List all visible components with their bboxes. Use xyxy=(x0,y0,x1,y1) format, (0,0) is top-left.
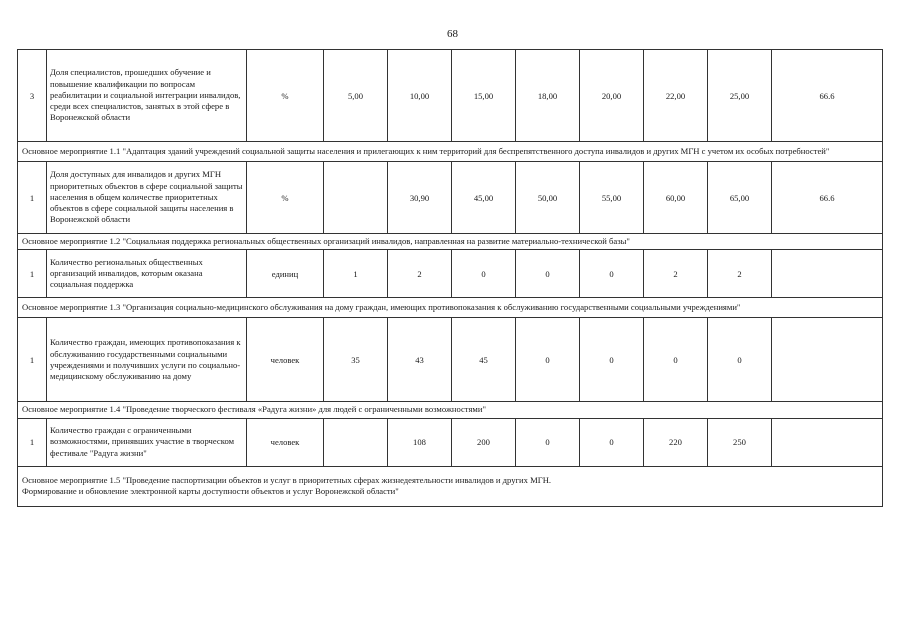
row-number: 1 xyxy=(18,250,47,298)
indicator-value: 0 xyxy=(516,318,580,402)
indicator-value: 0 xyxy=(644,318,708,402)
indicator-value xyxy=(324,162,388,234)
indicator-value: 0 xyxy=(516,418,580,466)
indicator-value: 200 xyxy=(452,418,516,466)
indicator-value: 30,90 xyxy=(388,162,452,234)
indicator-value xyxy=(772,250,883,298)
indicator-value: 0 xyxy=(580,250,644,298)
indicator-row xyxy=(18,318,883,402)
indicator-value: 45,00 xyxy=(452,162,516,234)
indicator-value: 0 xyxy=(708,318,772,402)
row-number: 1 xyxy=(18,318,47,402)
indicator-value: 20,00 xyxy=(580,50,644,142)
indicator-description: Количество граждан, имеющих противопоказания к обслуживанию государственными социальными учреждениями и получивших услуги по социально-медицинскому обслуживанию на дому xyxy=(47,318,247,402)
event-row xyxy=(18,234,883,250)
indicator-value: 66.6 xyxy=(772,50,883,142)
indicator-description: Доля специалистов, прошедших обучение и повышение квалификации по вопросам реабилитации и социальной интеграции инвалидов, среди всех специалистов, занятых в этой сфере в Воронежской области xyxy=(47,50,247,142)
indicator-value: 60,00 xyxy=(644,162,708,234)
indicator-value: 108 xyxy=(388,418,452,466)
event-row xyxy=(18,142,883,162)
indicator-value xyxy=(772,318,883,402)
indicator-row xyxy=(18,250,883,298)
indicator-row xyxy=(18,50,883,142)
indicator-value: 0 xyxy=(452,250,516,298)
indicator-value: 22,00 xyxy=(644,50,708,142)
indicator-value: 65,00 xyxy=(708,162,772,234)
row-number: 1 xyxy=(18,162,47,234)
event-row xyxy=(18,466,883,506)
indicator-unit: % xyxy=(247,50,324,142)
event-row xyxy=(18,402,883,418)
indicator-value: 2 xyxy=(708,250,772,298)
indicator-value: 5,00 xyxy=(324,50,388,142)
indicator-unit: человек xyxy=(247,418,324,466)
indicator-value: 45 xyxy=(452,318,516,402)
indicator-row xyxy=(18,162,883,234)
event-title: Основное мероприятие 1.2 "Социальная поддержка региональных общественных организаций инвалидов, направленная на развитие материально-технической базы" xyxy=(18,234,883,250)
indicator-value: 220 xyxy=(644,418,708,466)
table-body xyxy=(18,50,883,507)
indicator-description: Количество региональных общественных организаций инвалидов, которым оказана социальная поддержка xyxy=(47,250,247,298)
indicator-value: 250 xyxy=(708,418,772,466)
indicator-value: 66.6 xyxy=(772,162,883,234)
row-number: 1 xyxy=(18,418,47,466)
indicator-value: 43 xyxy=(388,318,452,402)
indicator-value: 0 xyxy=(580,418,644,466)
indicator-value: 50,00 xyxy=(516,162,580,234)
indicator-unit: человек xyxy=(247,318,324,402)
event-title: Основное мероприятие 1.3 "Организация социально-медицинского обслуживания на дому граждан, имеющих противопоказания к обслуживанию государственными социальными учреждениями" xyxy=(18,298,883,318)
indicator-value xyxy=(324,418,388,466)
event-title xyxy=(18,466,883,506)
indicator-description: Доля доступных для инвалидов и других МГН приоритетных объектов в сфере социальной защиты населения в общем количестве приоритетных объектов в сфере социальной защиты населения в Воронежской области xyxy=(47,162,247,234)
indicator-value xyxy=(772,418,883,466)
indicator-value: 25,00 xyxy=(708,50,772,142)
indicator-value: 0 xyxy=(580,318,644,402)
row-number: 3 xyxy=(18,50,47,142)
event-title: Основное мероприятие 1.4 "Проведение творческого фестиваля «Радуга жизни» для людей с ограниченными возможностями" xyxy=(18,402,883,418)
indicator-value: 0 xyxy=(516,250,580,298)
event-title-line: Основное мероприятие 1.5 "Проведение паспортизации объектов и услуг в приоритетных сферах жизнедеятельности инвалидов и других МГН. xyxy=(22,474,552,485)
indicator-value: 2 xyxy=(388,250,452,298)
page-number: 68 xyxy=(447,28,458,40)
indicator-description: Количество граждан с ограниченными возможностями, принявших участие в творческом фестивале "Радуга жизни" xyxy=(47,418,247,466)
indicator-value: 55,00 xyxy=(580,162,644,234)
indicator-value: 2 xyxy=(644,250,708,298)
indicators-table xyxy=(17,49,883,507)
indicator-row xyxy=(18,418,883,466)
indicator-unit: единиц xyxy=(247,250,324,298)
event-title: Основное мероприятие 1.1 "Адаптация зданий учреждений социальной защиты населения и прилегающих к ним территорий для беспрепятственного доступа инвалидов и других МГН с учетом их особых потребностей" xyxy=(18,142,883,162)
event-title-line: Формирование и обновление электронной карты доступности объектов и услуг Воронежской области" xyxy=(22,486,399,497)
indicator-value: 1 xyxy=(324,250,388,298)
indicator-unit: % xyxy=(247,162,324,234)
event-row xyxy=(18,298,883,318)
indicator-value: 15,00 xyxy=(452,50,516,142)
indicator-value: 18,00 xyxy=(516,50,580,142)
indicator-value: 10,00 xyxy=(388,50,452,142)
indicator-value: 35 xyxy=(324,318,388,402)
